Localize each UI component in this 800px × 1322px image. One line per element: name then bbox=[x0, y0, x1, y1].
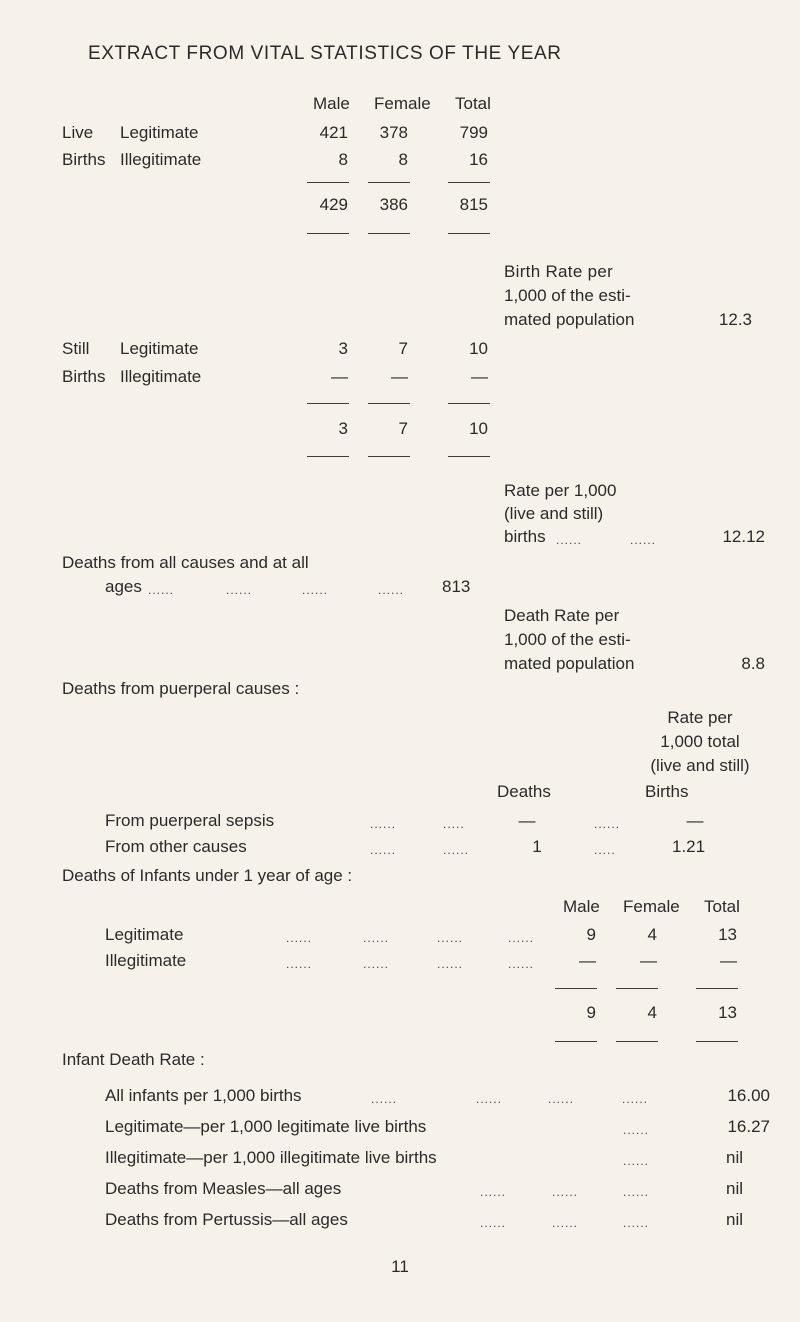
infant-rate-all-label: All infants per 1,000 births bbox=[105, 1086, 302, 1105]
birth-rate-line-1: Birth Rate per bbox=[504, 262, 614, 281]
leader-dots: ...... bbox=[302, 583, 329, 597]
infants-header-female: Female bbox=[623, 897, 680, 916]
leader-dots: ...... bbox=[552, 1216, 579, 1230]
puerperal-rate-line-3: (live and still) bbox=[650, 756, 750, 775]
rule bbox=[448, 233, 490, 234]
puerperal-rate-line-2: 1,000 total bbox=[660, 732, 740, 751]
pertussis-label: Deaths from Pertussis—all ages bbox=[105, 1210, 348, 1229]
infant-rate-illegit-label: Illegitimate—per 1,000 illegitimate live births bbox=[105, 1148, 437, 1167]
live-illegit-male: 8 bbox=[338, 150, 348, 169]
leader-dots: ...... bbox=[480, 1185, 507, 1199]
infants-legit-total: 13 bbox=[718, 925, 737, 944]
infants-illegit-total: — bbox=[720, 951, 737, 970]
header-male: Male bbox=[313, 94, 350, 113]
rule bbox=[307, 403, 349, 404]
leader-dots: ..... bbox=[594, 843, 616, 857]
death-rate-line-1: Death Rate per bbox=[504, 606, 620, 625]
leader-dots: ...... bbox=[623, 1154, 650, 1168]
infants-legit-male: 9 bbox=[586, 925, 596, 944]
puerperal-sepsis-label: From puerperal sepsis bbox=[105, 811, 275, 830]
still-births-label-2: Births bbox=[62, 367, 106, 386]
death-rate-line-2: 1,000 of the esti- bbox=[504, 630, 631, 649]
rule bbox=[696, 1041, 738, 1042]
rule bbox=[616, 988, 658, 989]
infant-rate-legit-value: 16.27 bbox=[727, 1117, 770, 1136]
page-number: 11 bbox=[391, 1257, 409, 1276]
still-illegit-male: — bbox=[331, 367, 348, 386]
puerperal-other-label: From other causes bbox=[105, 837, 247, 856]
puerperal-col-deaths: Deaths bbox=[497, 782, 551, 801]
live-legit-male: 421 bbox=[319, 123, 348, 142]
live-legit-total: 799 bbox=[459, 123, 488, 142]
infant-rate-heading: Infant Death Rate : bbox=[62, 1050, 205, 1069]
leader-dots: ...... bbox=[363, 957, 390, 971]
live-legit-female: 378 bbox=[379, 123, 408, 142]
infants-legit-label: Legitimate bbox=[105, 925, 184, 944]
infants-legit-female: 4 bbox=[647, 925, 657, 944]
leader-dots: ..... bbox=[443, 817, 465, 831]
rule bbox=[368, 233, 410, 234]
live-illegit-total: 16 bbox=[469, 150, 488, 169]
pertussis-value: nil bbox=[725, 1210, 743, 1229]
rule bbox=[616, 1041, 658, 1042]
infant-rate-illegit-value: nil bbox=[725, 1148, 743, 1167]
infants-header-total: Total bbox=[704, 897, 740, 916]
leader-dots: ...... bbox=[548, 1092, 575, 1106]
leader-dots: ...... bbox=[437, 957, 464, 971]
still-births-label: Still bbox=[62, 339, 90, 358]
still-rate-value: 12.12 bbox=[722, 527, 765, 546]
birth-rate-line-2: 1,000 of the esti- bbox=[504, 286, 631, 305]
puerperal-other-rate: 1.21 bbox=[672, 837, 706, 856]
leader-dots: ...... bbox=[594, 817, 621, 831]
rule bbox=[307, 182, 349, 183]
leader-dots: ...... bbox=[226, 583, 253, 597]
puerperal-sepsis-rate: — bbox=[686, 811, 704, 830]
still-rate-line-2: (live and still) bbox=[504, 504, 604, 523]
infants-total-total: 13 bbox=[718, 1003, 737, 1022]
infants-header-male: Male bbox=[563, 897, 600, 916]
puerperal-other-deaths: 1 bbox=[532, 837, 542, 856]
birth-rate-value: 12.3 bbox=[718, 310, 752, 329]
live-total-male: 429 bbox=[319, 195, 348, 214]
leader-dots: ...... bbox=[437, 931, 464, 945]
death-rate-line-3: mated population bbox=[504, 654, 635, 673]
live-illegit-label: Illegitimate bbox=[120, 150, 202, 169]
leader-dots: ...... bbox=[370, 843, 397, 857]
rule bbox=[307, 233, 349, 234]
still-legit-total: 10 bbox=[469, 339, 488, 358]
rule bbox=[368, 403, 410, 404]
leader-dots: ...... bbox=[371, 1092, 398, 1106]
rule bbox=[555, 988, 597, 989]
live-total-female: 386 bbox=[379, 195, 408, 214]
infants-heading: Deaths of Infants under 1 year of age : bbox=[62, 866, 353, 885]
infants-total-female: 4 bbox=[647, 1003, 657, 1022]
live-illegit-female: 8 bbox=[398, 150, 408, 169]
header-total: Total bbox=[455, 94, 491, 113]
still-legit-male: 3 bbox=[338, 339, 348, 358]
infants-illegit-label: Illegitimate bbox=[105, 951, 187, 970]
rule bbox=[368, 456, 410, 457]
leader-dots: ...... bbox=[508, 957, 535, 971]
still-illegit-total: — bbox=[471, 367, 488, 386]
leader-dots: ...... bbox=[370, 817, 397, 831]
leader-dots: ...... bbox=[508, 931, 535, 945]
leader-dots: ...... bbox=[476, 1092, 503, 1106]
page-title: EXTRACT FROM VITAL STATISTICS OF THE YEAR bbox=[88, 43, 562, 64]
rule bbox=[448, 403, 490, 404]
still-rate-line-3: births bbox=[504, 527, 546, 546]
rule bbox=[448, 456, 490, 457]
leader-dots: ...... bbox=[630, 533, 657, 547]
puerperal-sepsis-deaths: — bbox=[518, 811, 536, 830]
infant-rate-legit-label: Legitimate—per 1,000 legitimate live births bbox=[105, 1117, 427, 1136]
header-female: Female bbox=[374, 94, 431, 113]
rule bbox=[696, 988, 738, 989]
still-legit-female: 7 bbox=[398, 339, 408, 358]
deaths-all-label-2: ages bbox=[105, 577, 142, 596]
infants-illegit-female: — bbox=[640, 951, 657, 970]
live-births-label-2: Births bbox=[62, 150, 106, 169]
leader-dots: ...... bbox=[622, 1092, 649, 1106]
infants-total-male: 9 bbox=[586, 1003, 596, 1022]
still-total-total: 10 bbox=[469, 419, 488, 438]
leader-dots: ...... bbox=[363, 931, 390, 945]
death-rate-value: 8.8 bbox=[741, 654, 765, 673]
deaths-all-value: 813 bbox=[442, 577, 471, 596]
still-illegit-label: Illegitimate bbox=[120, 367, 202, 386]
leader-dots: ...... bbox=[148, 583, 175, 597]
leader-dots: ...... bbox=[556, 533, 583, 547]
infants-illegit-male: — bbox=[579, 951, 596, 970]
leader-dots: ...... bbox=[378, 583, 405, 597]
measles-value: nil bbox=[725, 1179, 743, 1198]
leader-dots: ...... bbox=[552, 1185, 579, 1199]
infant-rate-all-value: 16.00 bbox=[727, 1086, 770, 1105]
puerperal-rate-line-1: Rate per bbox=[667, 708, 733, 727]
still-total-male: 3 bbox=[338, 419, 348, 438]
rule bbox=[555, 1041, 597, 1042]
birth-rate-line-3: mated population bbox=[504, 310, 635, 329]
leader-dots: ...... bbox=[443, 843, 470, 857]
still-rate-line-1: Rate per 1,000 bbox=[504, 481, 617, 500]
leader-dots: ...... bbox=[623, 1216, 650, 1230]
still-legit-label: Legitimate bbox=[120, 339, 199, 358]
rule bbox=[448, 182, 490, 183]
still-total-female: 7 bbox=[398, 419, 408, 438]
deaths-all-label-1: Deaths from all causes and at all bbox=[62, 553, 309, 572]
leader-dots: ...... bbox=[623, 1185, 650, 1199]
leader-dots: ...... bbox=[286, 931, 313, 945]
live-legit-label: Legitimate bbox=[120, 123, 199, 142]
rule bbox=[368, 182, 410, 183]
live-births-label: Live bbox=[62, 123, 94, 142]
leader-dots: ...... bbox=[286, 957, 313, 971]
live-total-total: 815 bbox=[459, 195, 488, 214]
puerperal-col-births: Births bbox=[645, 782, 689, 801]
rule bbox=[307, 456, 349, 457]
leader-dots: ...... bbox=[480, 1216, 507, 1230]
measles-label: Deaths from Measles—all ages bbox=[105, 1179, 342, 1198]
still-illegit-female: — bbox=[391, 367, 408, 386]
puerperal-heading: Deaths from puerperal causes : bbox=[62, 679, 300, 698]
leader-dots: ...... bbox=[623, 1123, 650, 1137]
